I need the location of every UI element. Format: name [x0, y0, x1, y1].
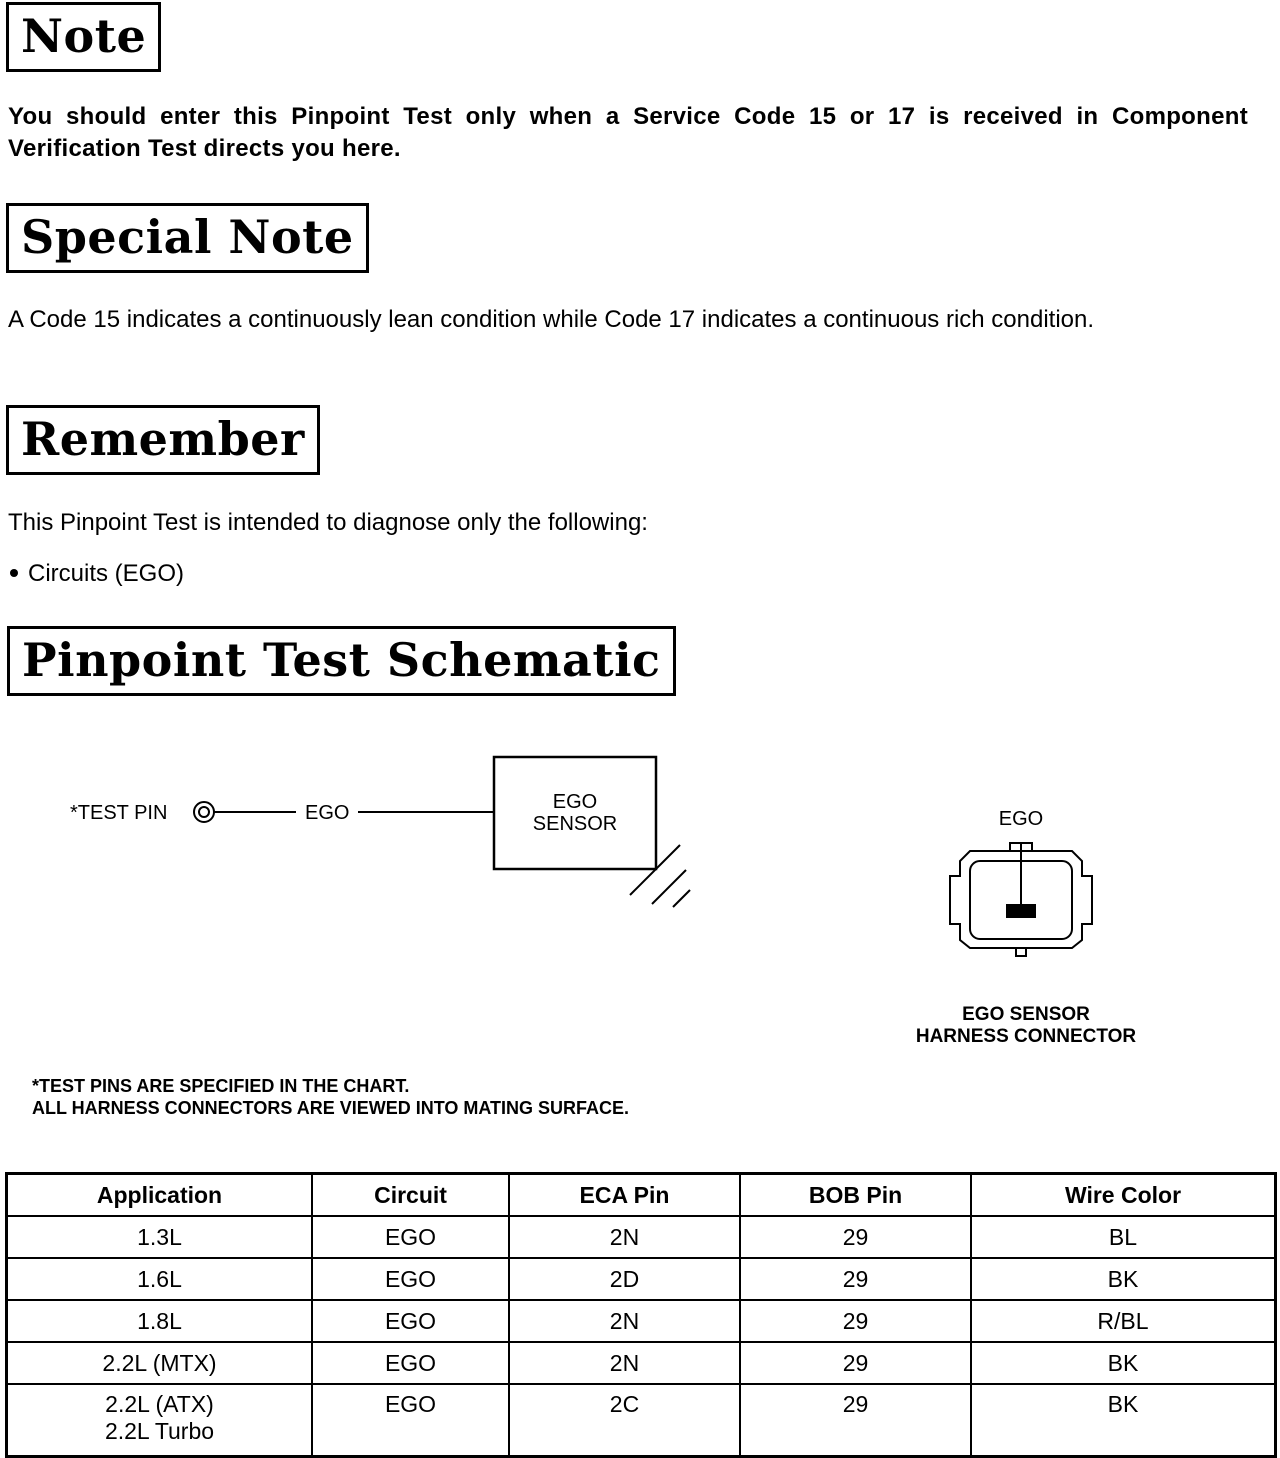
table-cell: R/BL	[971, 1300, 1276, 1342]
table-cell: BK	[971, 1342, 1276, 1384]
sensor-label-line2: SENSOR	[532, 813, 618, 835]
footnote-connectors: ALL HARNESS CONNECTORS ARE VIEWED INTO MATING SURFACE.	[32, 1098, 630, 1118]
column-header: Circuit	[312, 1174, 509, 1217]
pinpoint-schematic	[0, 730, 1280, 1060]
table-cell: 2N	[509, 1300, 740, 1342]
pin-table	[5, 1172, 1277, 1458]
bullet-icon	[10, 569, 18, 577]
test-pin-icon	[194, 802, 214, 822]
column-header: ECA Pin	[509, 1174, 740, 1217]
table-cell: 2.2L (MTX)	[7, 1342, 313, 1384]
table-cell: EGO	[312, 1258, 509, 1300]
special-note-text: A Code 15 indicates a continuously lean condition while Code 17 indicates a continuous rich condition.	[8, 306, 1095, 333]
footnote-test-pins: *TEST PINS ARE SPECIFIED IN THE CHART.	[32, 1076, 410, 1096]
table-cell: 2N	[509, 1216, 740, 1258]
table-cell: 1.3L	[7, 1216, 313, 1258]
table-cell: 2D	[509, 1258, 740, 1300]
table-cell: EGO	[312, 1384, 509, 1457]
table-cell: 2C	[509, 1384, 740, 1457]
column-header: BOB Pin	[740, 1174, 971, 1217]
table-cell: 29	[740, 1258, 971, 1300]
note-heading: Note	[6, 2, 161, 72]
test-pin-label: *TEST PIN	[70, 802, 168, 824]
remember-heading: Remember	[6, 405, 320, 475]
column-header: Wire Color	[971, 1174, 1276, 1217]
schematic-heading: Pinpoint Test Schematic	[7, 626, 676, 696]
table-cell: EGO	[312, 1300, 509, 1342]
table-cell: 1.6L	[7, 1258, 313, 1300]
table-cell: 29	[740, 1216, 971, 1258]
connector-caption-line2: HARNESS CONNECTOR	[915, 1026, 1137, 1047]
table-row	[7, 1342, 1276, 1384]
table-row	[7, 1300, 1276, 1342]
wire-label: EGO	[305, 802, 350, 824]
sensor-label-line1: EGO	[552, 791, 598, 813]
table-cell: 1.8L	[7, 1300, 313, 1342]
connector-caption-line1: EGO SENSOR	[962, 1004, 1090, 1025]
table-cell: BK	[971, 1384, 1276, 1457]
table-row	[7, 1384, 1276, 1457]
table-cell: 2N	[509, 1342, 740, 1384]
note-text: You should enter this Pinpoint Test only when a Service Code 15 or 17 is received in Component Verification Test directs you here.	[8, 103, 1248, 162]
table-cell: EGO	[312, 1342, 509, 1384]
table-cell: 29	[740, 1342, 971, 1384]
application-line: 2.2L Turbo	[104, 1418, 215, 1444]
table-cell: BK	[971, 1258, 1276, 1300]
ground-icon	[630, 845, 690, 907]
remember-text: This Pinpoint Test is intended to diagnose only the following:	[8, 509, 648, 536]
special-note-heading: Special Note	[6, 203, 369, 273]
remember-list-item	[8, 558, 1248, 590]
table-cell: EGO	[312, 1216, 509, 1258]
table-cell: 29	[740, 1384, 971, 1457]
table-cell	[7, 1384, 313, 1457]
table-cell: 29	[740, 1300, 971, 1342]
column-header: Application	[7, 1174, 313, 1217]
remember-item-label: Circuits (EGO)	[28, 560, 184, 587]
harness-connector-icon	[950, 843, 1092, 956]
table-row	[7, 1216, 1276, 1258]
connector-pin-label: EGO	[998, 808, 1044, 830]
table-header-row	[7, 1174, 1276, 1217]
application-line: 2.2L (ATX)	[105, 1391, 214, 1417]
table-row	[7, 1258, 1276, 1300]
table-cell: BL	[971, 1216, 1276, 1258]
